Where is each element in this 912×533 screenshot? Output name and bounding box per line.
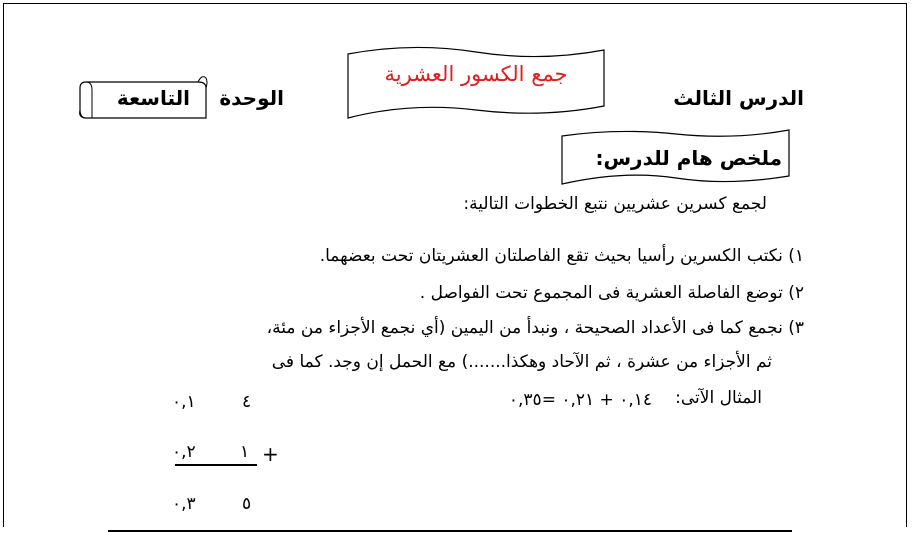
summary-heading: ملخص هام للدرس: xyxy=(595,146,782,170)
intro-text: لجمع كسرين عشريين نتبع الخطوات التالية: xyxy=(463,194,767,214)
row3-decimal: ٠,٣ xyxy=(172,494,196,514)
row2-digit: ١ xyxy=(240,442,250,462)
row1-digit: ٤ xyxy=(242,392,252,412)
row3-digit: ٥ xyxy=(242,494,252,514)
sum-line xyxy=(175,464,257,466)
lesson-number: الدرس الثالث xyxy=(673,86,804,110)
step-3-line-2: ثم الأجزاء من عشرة ، ثم الآحاد وهكذا.......) مع الحمل إن وجد. كما فى xyxy=(271,352,772,372)
step-1: ١) نكتب الكسرين رأسيا بحيث تقع الفاصلتان العشريتان تحت بعضهما. xyxy=(319,246,804,266)
row2-decimal: ٠,٢ xyxy=(172,442,196,462)
step-2: ٢) توضع الفاصلة العشرية فى المجموع تحت الفواصل . xyxy=(419,283,804,303)
step-3-line-3: المثال الآتى: xyxy=(675,388,762,408)
plus-sign: + xyxy=(262,442,279,466)
row1-decimal: ٠,١ xyxy=(172,392,196,412)
lesson-title: جمع الكسور العشرية xyxy=(384,62,568,86)
step-3-line-1: ٣) نجمع كما فى الأعداد الصحيحة ، ونبدأ من اليمين (أي نجمع الأجزاء من مئة، xyxy=(266,318,804,338)
unit-label: الوحدة xyxy=(219,86,284,110)
unit-value: التاسعة xyxy=(116,86,190,110)
example-equation: ٠,١٤ + ٠,٢١ =٠,٣٥ xyxy=(508,390,652,410)
bottom-rule xyxy=(108,530,792,532)
